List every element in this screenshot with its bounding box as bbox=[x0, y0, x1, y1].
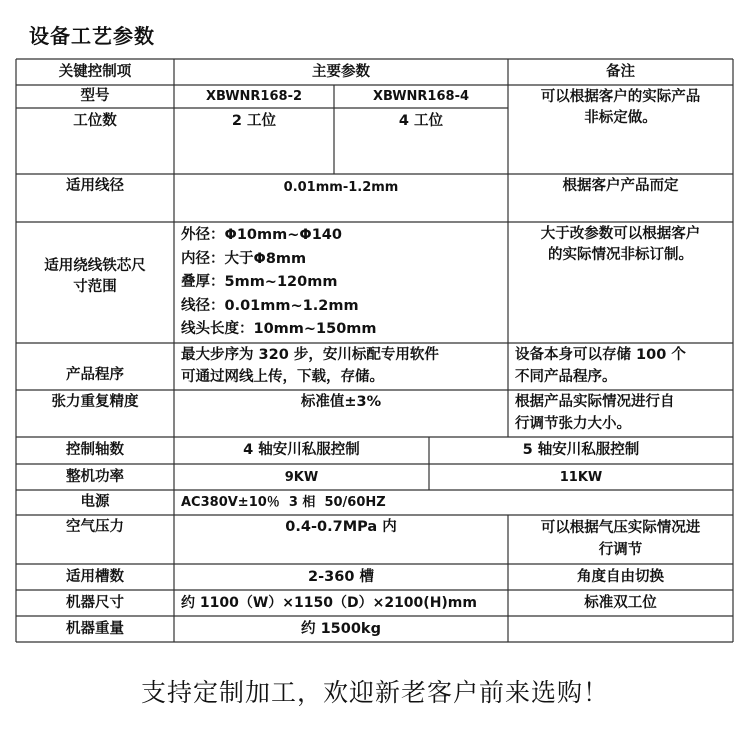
model-note-line-2: 非标定做。 bbox=[584, 110, 657, 126]
stations-b: 4 工位 bbox=[398, 113, 444, 129]
power-label: 整机功率 bbox=[66, 468, 124, 485]
weight-label: 机器重量 bbox=[66, 620, 124, 637]
core-spec-line: 内径：大于Φ8mm bbox=[181, 250, 307, 267]
header-key: 关键控制项 bbox=[58, 63, 132, 80]
model-note bbox=[508, 87, 733, 167]
air-note bbox=[508, 517, 733, 563]
air-value: 0.4-0.7MPa 内 bbox=[285, 519, 397, 535]
program-line: 最大步序为 320 步，安川标配专用软件 bbox=[181, 347, 439, 363]
header-main: 主要参数 bbox=[312, 63, 370, 80]
axes-a: 4 轴安川私服控制 bbox=[243, 442, 360, 458]
size-value: 约 1100（W）×1150（D）×2100(H)mm bbox=[181, 594, 477, 611]
core-note-line-2: 的实际情况非标订制。 bbox=[548, 247, 693, 263]
page-title: 设备工艺参数 bbox=[29, 24, 155, 48]
core-note-line-1: 大于改参数可以根据客户 bbox=[540, 226, 701, 242]
tension-value: 标准值±3% bbox=[300, 394, 382, 410]
core-spec-line: 线头长度：10mm~150mm bbox=[181, 321, 377, 337]
model-b: XBWNR168-4 bbox=[372, 89, 470, 104]
size-note: 标准双工位 bbox=[584, 594, 657, 611]
wire-note: 根据客户产品而定 bbox=[562, 178, 679, 194]
supply-value: AC380V±10％ 3 相 50/60HZ bbox=[181, 495, 386, 510]
core-label-line-1: 适用绕线铁芯尺 bbox=[44, 258, 146, 274]
program-lines bbox=[174, 344, 508, 390]
tension-label: 张力重复精度 bbox=[51, 394, 139, 410]
axes-label: 控制轴数 bbox=[66, 442, 124, 458]
core-label-line-2: 寸范围 bbox=[73, 279, 117, 295]
slots-value: 2-360 槽 bbox=[308, 568, 374, 585]
tension-note-line: 行调节张力大小。 bbox=[515, 416, 631, 432]
slots-label: 适用槽数 bbox=[66, 568, 124, 585]
size-label: 机器尺寸 bbox=[66, 594, 124, 611]
tension-note-line: 根据产品实际情况进行自 bbox=[515, 394, 675, 410]
program-line: 可通过网线上传，下载，存储。 bbox=[181, 369, 384, 385]
core-spec-line: 叠厚：5mm~120mm bbox=[181, 274, 338, 290]
tension-note bbox=[508, 391, 733, 437]
power-a: 9KW bbox=[284, 469, 319, 485]
core-note bbox=[508, 224, 733, 342]
core-label bbox=[16, 222, 174, 332]
stations-a: 2 工位 bbox=[231, 113, 277, 129]
slots-note: 角度自由切换 bbox=[577, 568, 664, 585]
program-note-line: 不同产品程序。 bbox=[515, 369, 617, 385]
core-spec-line: 外径：Φ10mm~Φ140 bbox=[181, 227, 342, 243]
footer-slogan: 支持定制加工，欢迎新老客户前来选购！ bbox=[140, 678, 609, 707]
weight-value: 约 1500kg bbox=[301, 620, 381, 637]
header-note: 备注 bbox=[606, 63, 635, 80]
model-a: XBWNR168-2 bbox=[205, 89, 303, 104]
program-note-line: 设备本身可以存储 100 个 bbox=[515, 347, 686, 363]
program-label: 产品程序 bbox=[66, 367, 124, 383]
power-b: 11KW bbox=[559, 469, 603, 485]
core-spec-line: 线径：0.01mm~1.2mm bbox=[181, 297, 359, 314]
wire-value: 0.01mm-1.2mm bbox=[283, 180, 399, 195]
model-label: 型号 bbox=[80, 88, 110, 104]
stations-label: 工位数 bbox=[73, 113, 117, 129]
model-note-line-1: 可以根据客户的实际产品 bbox=[540, 89, 701, 105]
air-label: 空气压力 bbox=[66, 519, 124, 535]
axes-b: 5 轴安川私服控制 bbox=[522, 442, 640, 458]
air-note-line-2: 行调节 bbox=[598, 542, 643, 558]
air-note-line-1: 可以根据气压实际情况进 bbox=[540, 520, 701, 536]
core-specs bbox=[174, 224, 508, 342]
supply-label: 电源 bbox=[80, 494, 110, 510]
wire-label: 适用线径 bbox=[66, 178, 124, 194]
program-note bbox=[508, 344, 733, 390]
